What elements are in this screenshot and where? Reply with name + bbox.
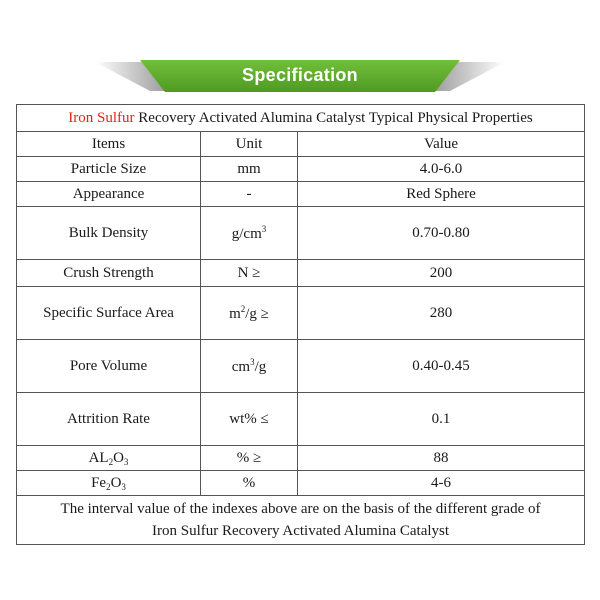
row-item: Pore Volume: [17, 340, 201, 393]
table-row: [17, 446, 585, 471]
unit-superscript: 3: [261, 223, 267, 234]
unit-base: m: [229, 305, 241, 322]
formula-part: AL: [88, 449, 109, 466]
table-note-row: [17, 496, 585, 545]
row-unit: -: [201, 182, 298, 207]
unit-base: g/cm: [231, 225, 262, 242]
row-item: [17, 446, 201, 471]
table-row: [17, 471, 585, 496]
row-item: Particle Size: [17, 157, 201, 182]
table-row: [17, 260, 585, 287]
unit-superscript: 3: [250, 356, 255, 367]
header-items: Items: [17, 132, 201, 157]
row-value: 4.0-6.0: [298, 157, 585, 182]
row-unit: N ≥: [201, 260, 298, 287]
row-value: Red Sphere: [298, 182, 585, 207]
row-item: Crush Strength: [17, 260, 201, 287]
formula-part: O: [113, 449, 124, 466]
spec-table: [16, 104, 585, 545]
row-item: Attrition Rate: [17, 393, 201, 446]
header-unit: Unit: [201, 132, 298, 157]
formula-subscript: 2: [106, 481, 111, 492]
unit-base: cm: [231, 358, 251, 375]
table-row: [17, 182, 585, 207]
table-title-highlight: Iron Sulfur: [68, 109, 135, 126]
spec-banner: [95, 58, 505, 94]
banner-title: Specification: [242, 65, 358, 85]
formula-part: Fe: [91, 474, 107, 491]
header-row: [17, 132, 585, 157]
row-value: 0.1: [298, 393, 585, 446]
row-item: Bulk Density: [17, 207, 201, 260]
row-unit: mm: [201, 157, 298, 182]
table-row: [17, 287, 585, 340]
row-unit: [201, 340, 298, 393]
row-item: [17, 471, 201, 496]
row-unit: % ≥: [201, 446, 298, 471]
unit-superscript: 2: [240, 303, 246, 314]
header-value: Value: [298, 132, 585, 157]
table-note-line1: The interval value of the indexes above are on the basis of the different grade of: [60, 501, 541, 517]
row-unit: %: [201, 471, 298, 496]
table-title: [17, 105, 585, 132]
table-note: [17, 496, 585, 545]
row-value: 280: [298, 287, 585, 340]
row-value: 0.40-0.45: [298, 340, 585, 393]
row-item: Appearance: [17, 182, 201, 207]
formula-subscript: 3: [123, 456, 129, 467]
row-unit: [201, 287, 298, 340]
table-row: [17, 393, 585, 446]
formula-subscript: 2: [108, 456, 114, 467]
unit-tail: /g: [254, 358, 267, 375]
formula-subscript: 3: [121, 481, 126, 492]
table-row: [17, 207, 585, 260]
table-note-line2: Iron Sulfur Recovery Activated Alumina Catalyst: [152, 523, 450, 539]
table-row: [17, 157, 585, 182]
row-value: 200: [298, 260, 585, 287]
formula-part: O: [110, 474, 122, 491]
table-title-rest: Recovery Activated Alumina Catalyst Typical Physical Properties: [134, 109, 533, 126]
row-unit: [201, 207, 298, 260]
table-title-row: [17, 105, 585, 132]
row-item: Specific Surface Area: [17, 287, 201, 340]
row-unit: wt% ≤: [201, 393, 298, 446]
table-row: [17, 340, 585, 393]
unit-tail: /g ≥: [245, 305, 269, 322]
row-value: 88: [298, 446, 585, 471]
row-value: 0.70-0.80: [298, 207, 585, 260]
row-value: 4-6: [298, 471, 585, 496]
